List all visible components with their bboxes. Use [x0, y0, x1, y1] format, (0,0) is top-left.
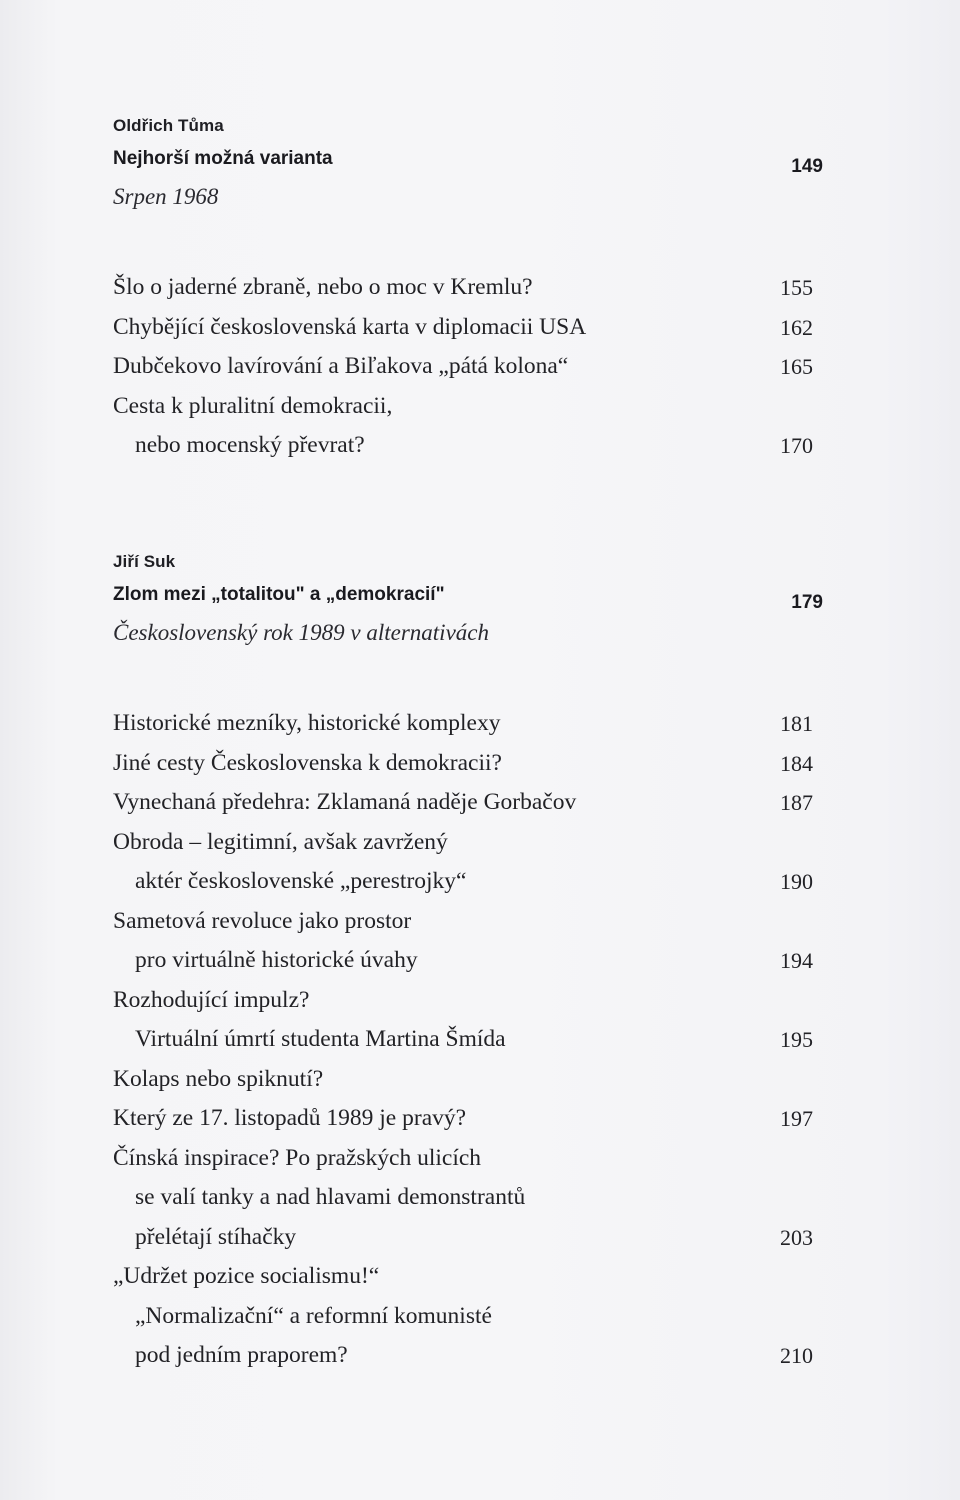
toc-entry-line: Kolaps nebo spiknutí? [113, 1065, 324, 1092]
toc-entry-line: přelétají stíhačky [135, 1223, 297, 1250]
toc-entry[interactable] [113, 347, 823, 387]
toc-entry-page: 194 [780, 948, 813, 973]
toc-entry[interactable] [113, 744, 823, 784]
toc-entry[interactable] [113, 1139, 823, 1258]
toc-entry-page: 197 [780, 1106, 813, 1131]
toc-entry-line: Vynechaná předehra: Zklamaná naděje Gorbačov [113, 789, 577, 815]
toc-entry[interactable] [113, 1099, 823, 1139]
chapter-page-number: 149 [791, 156, 823, 177]
toc-entry-line: Cesta k pluralitní demokracii, [113, 392, 393, 419]
chapter-subtitle: Československý rok 1989 v alternativách [113, 620, 489, 645]
toc-entry-page: 170 [780, 433, 813, 458]
toc-entry-line: Jiné cesty Československa k demokracii? [113, 749, 502, 776]
toc-entry-line: aktér československé „perestrojky“ [135, 868, 467, 894]
toc-entry-page: 181 [780, 711, 813, 736]
toc-entry-line: Chybějící československá karta v diplomacii USA [113, 313, 587, 340]
chapter-title-row [113, 584, 823, 614]
toc-entry[interactable] [113, 704, 823, 744]
toc-entry[interactable] [113, 268, 823, 308]
toc-entry[interactable] [113, 981, 823, 1060]
toc-entry-page: 162 [780, 314, 813, 340]
toc-entry-page: 187 [780, 790, 813, 815]
toc-entry-page: 155 [780, 275, 813, 300]
chapter-author: Oldřich Tůma [113, 116, 224, 135]
toc-entry-page: 190 [780, 869, 813, 894]
chapter-title: Zlom mezi „totalitou" a „demokracií" [113, 584, 445, 605]
toc-entries-tuma [113, 268, 823, 466]
toc-entries-suk [113, 704, 823, 1376]
toc-entry-line: „Normalizační“ a reformní komunisté [135, 1302, 492, 1329]
chapter-subtitle: Srpen 1968 [113, 184, 219, 209]
toc-entry-line: Sametová revoluce jako prostor [113, 907, 412, 934]
toc-entry-line: Čínská inspirace? Po pražských ulicích [113, 1144, 482, 1171]
toc-entry-line: Obroda – legitimní, avšak zavržený [113, 828, 448, 855]
chapter-page-number: 179 [791, 592, 823, 613]
chapter-header-suk [113, 552, 823, 646]
toc-entry-page: 195 [780, 1027, 813, 1052]
toc-entry-line: Který ze 17. listopadů 1989 je pravý? [113, 1105, 467, 1131]
toc-entry[interactable] [113, 823, 823, 902]
toc-entry[interactable] [113, 902, 823, 981]
toc-entry-page: 184 [780, 750, 813, 776]
chapter-title-row [113, 148, 823, 178]
toc-entry-line: nebo mocenský převrat? [135, 432, 365, 458]
toc-entry-page: 165 [780, 354, 813, 379]
chapter-title: Nejhorší možná varianta [113, 148, 333, 169]
chapter-header-tuma [113, 116, 823, 210]
toc-entry-page: 203 [780, 1224, 813, 1250]
toc-entry-line: „Udržet pozice socialismu!“ [113, 1263, 380, 1289]
toc-entry-line: Virtuální úmrtí studenta Martina Šmída [135, 1026, 506, 1052]
toc-entry-line: Dubčekovo lavírování a Biľakova „pátá kolona“ [113, 353, 569, 379]
toc-entry-page: 210 [780, 1343, 813, 1368]
toc-entry-line: se valí tanky a nad hlavami demonstrantů [135, 1184, 526, 1210]
toc-entry[interactable] [113, 1257, 823, 1376]
toc-entry[interactable] [113, 308, 823, 348]
chapter-author: Jiří Suk [113, 552, 176, 571]
toc-entry-line: pod jedním praporem? [135, 1342, 348, 1368]
toc-entry[interactable] [113, 1060, 823, 1100]
toc-entry-line: Historické mezníky, historické komplexy [113, 710, 501, 736]
toc-entry-line: pro virtuálně historické úvahy [135, 947, 418, 973]
toc-entry[interactable] [113, 387, 823, 466]
toc-entry[interactable] [113, 783, 823, 823]
toc-entry-line: Rozhodující impulz? [113, 986, 310, 1013]
toc-entry-line: Šlo o jaderné zbraně, nebo o moc v Kremlu? [113, 274, 533, 300]
